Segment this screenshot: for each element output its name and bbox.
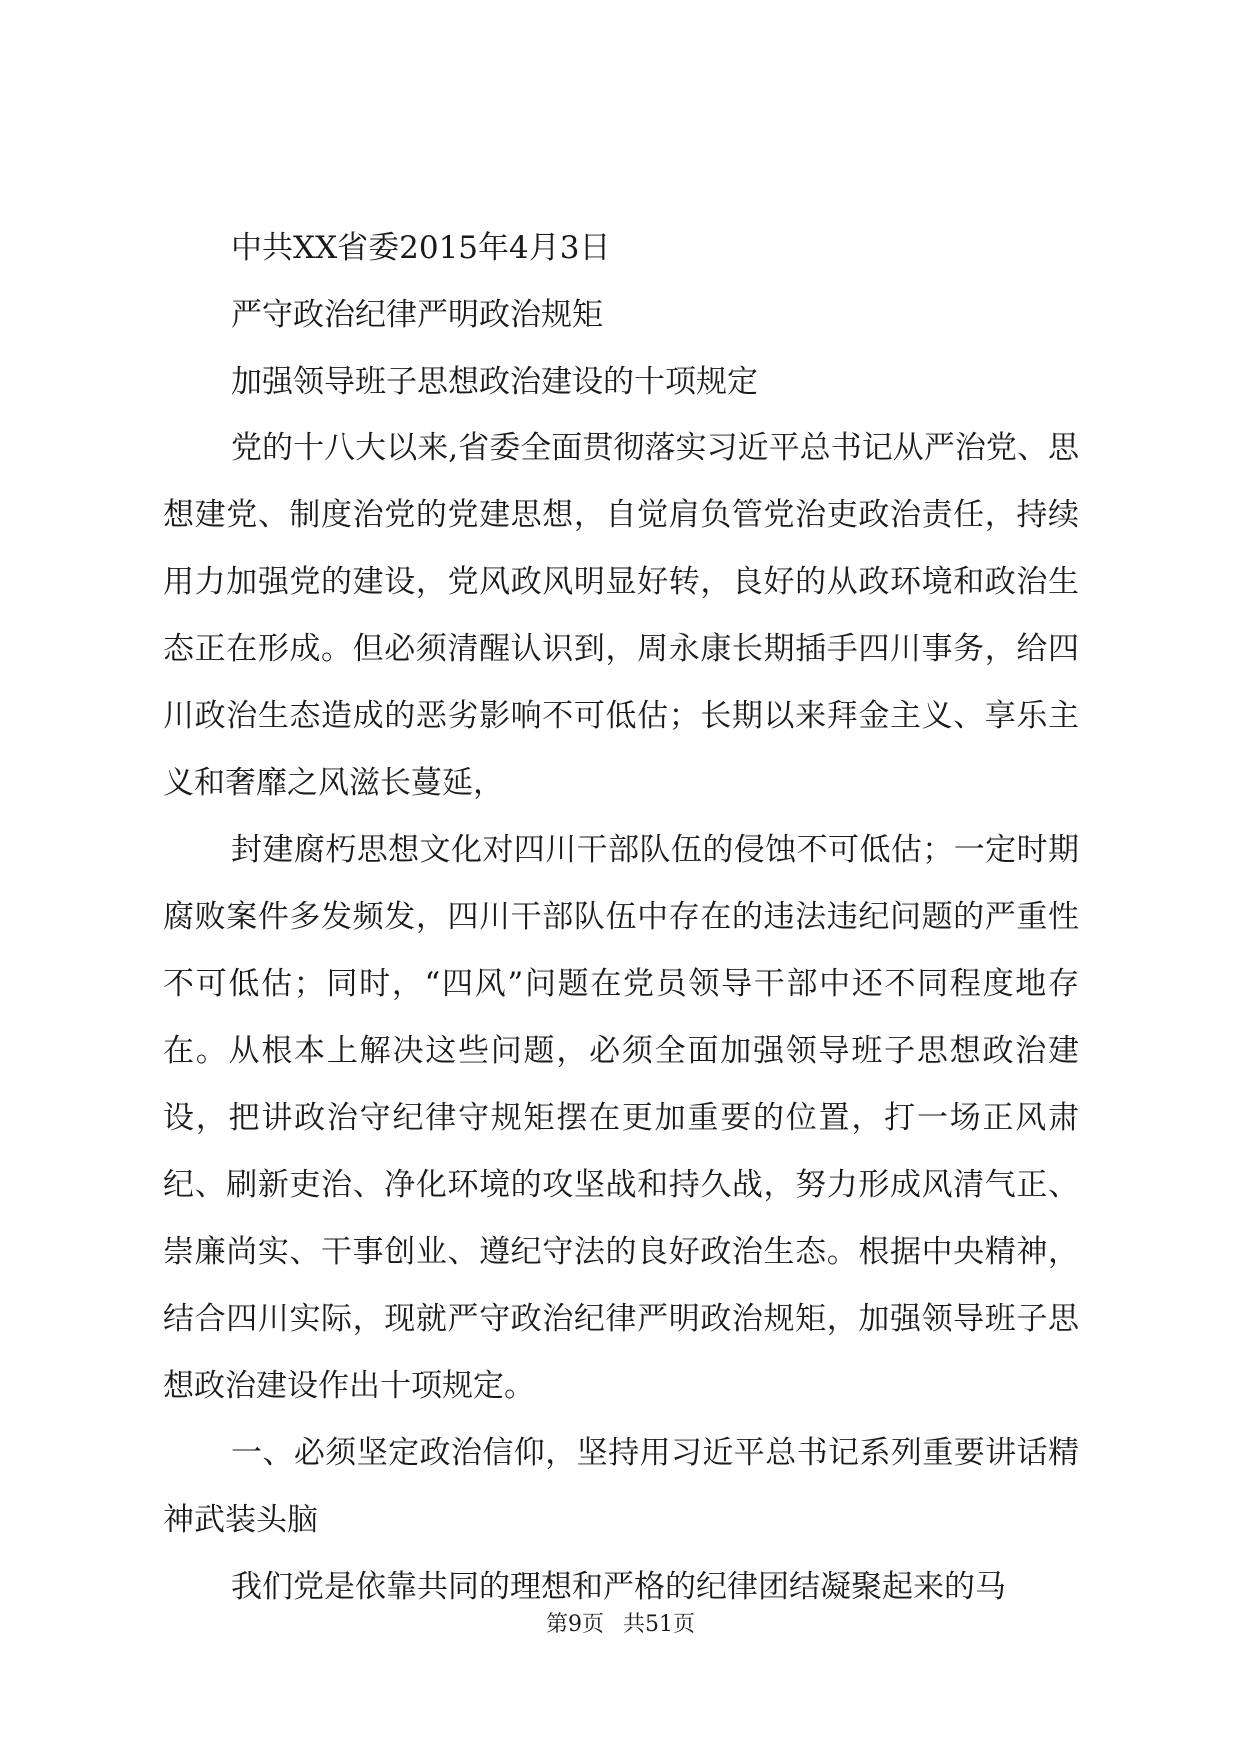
issuer-date-line: 中共XX省委2015年4月3日	[231, 230, 611, 266]
page-number: 第9页	[546, 1612, 604, 1637]
paragraph-context: 封建腐朽思想文化对四川干部队伍的侵蚀不可低估；一定时期腐败案件多发频发，四川干部队伍中存在的违法违纪问题的严重性不可低估；同时，“四风”问题在党员领导干部中还不同程度地存在。从根本上解决这些问题，必须全面加强领导班子思想政治建设，把讲政治守纪律守规矩摆在更加重要的位置，打一场正风肃纪、刷新吏治、净化环境的攻坚战和持久战，努力形成风清气正、崇廉尚实、干事创业、遵纪守法的良好政治生态。根据中央精神，结合四川实际，现就严守政治纪律严明政治规矩，加强领导班子思想政治建设作出十项规定。	[163, 832, 1079, 1404]
page-footer	[0, 1610, 1241, 1640]
page-total: 共51页	[623, 1612, 695, 1637]
document-title: 严守政治纪律严明政治规矩	[231, 297, 603, 333]
section-heading-1: 一、必须坚定政治信仰，坚持用习近平总书记系列重要讲话精神武装头脑	[163, 1435, 1079, 1538]
document-body	[163, 228, 1079, 1621]
paragraph-intro: 党的十八大以来,省委全面贯彻落实习近平总书记从严治党、思想建党、制度治党的党建思想，自觉肩负管党治吏政治责任，持续用力加强党的建设，党风政风明显好转，良好的从政环境和政治生态正在形成。但必须清醒认识到，周永康长期插手四川事务，给四川政治生态造成的恶劣影响不可低估；长期以来拜金主义、享乐主义和奢靡之风滋长蔓延，	[163, 430, 1079, 801]
paragraph-section-1: 我们党是依靠共同的理想和严格的纪律团结凝聚起来的马	[231, 1569, 1006, 1605]
document-subtitle: 加强领导班子思想政治建设的十项规定	[231, 364, 758, 400]
